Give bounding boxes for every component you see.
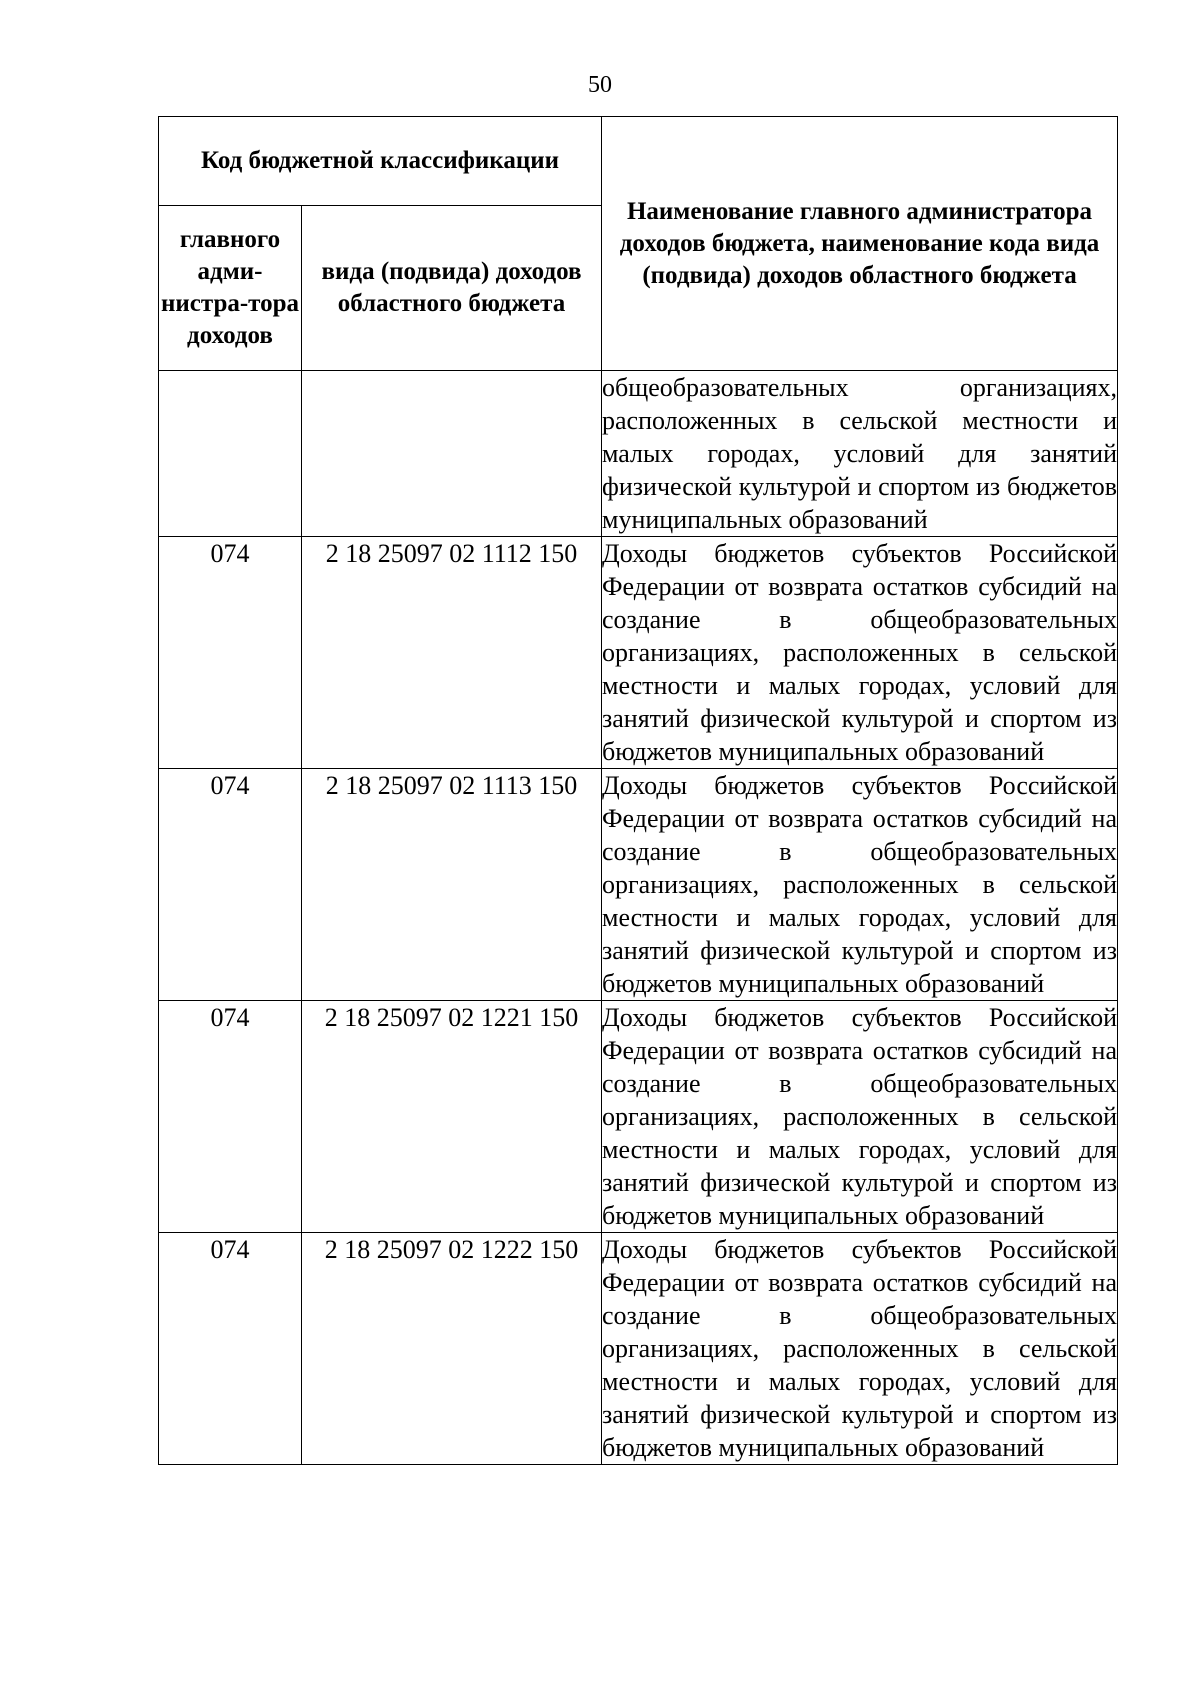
admin-code-cell [159,371,302,537]
admin-code-cell: 074 [159,769,302,1001]
table-header-row [159,117,1118,206]
table-row [159,1233,1118,1465]
header-budget-classification-code: Код бюджетной классификации [159,117,602,206]
page-number: 50 [588,72,612,98]
table-row [159,537,1118,769]
admin-code-cell: 074 [159,537,302,769]
admin-code-cell: 074 [159,1001,302,1233]
table-row [159,371,1118,537]
income-code-cell: 2 18 25097 02 1113 150 [302,769,602,1001]
income-name-cell: Доходы бюджетов субъектов Российской Федерации от возврата остатков субсидий на создание в общеобразовательных организациях, расположенных в сельской местности и малых городах, условий для занятий физической культурой и спортом из бюджетов муниципальных образований [602,769,1118,1001]
table-row [159,1001,1118,1233]
income-name-cell: Доходы бюджетов субъектов Российской Федерации от возврата остатков субсидий на создание в общеобразовательных организациях, расположенных в сельской местности и малых городах, условий для занятий физической культурой и спортом из бюджетов муниципальных образований [602,1001,1118,1233]
income-name-cell: Доходы бюджетов субъектов Российской Федерации от возврата остатков субсидий на создание в общеобразовательных организациях, расположенных в сельской местности и малых городах, условий для занятий физической культурой и спортом из бюджетов муниципальных образований [602,1233,1118,1465]
header-chief-administrator: главного адми-нистра-тора доходов [159,206,302,371]
income-code-cell: 2 18 25097 02 1112 150 [302,537,602,769]
income-code-cell [302,371,602,537]
table-row [159,769,1118,1001]
income-code-cell: 2 18 25097 02 1222 150 [302,1233,602,1465]
income-code-cell: 2 18 25097 02 1221 150 [302,1001,602,1233]
header-income-type-code: вида (подвида) доходов областного бюджета [302,206,602,371]
admin-code-cell: 074 [159,1233,302,1465]
income-name-cell: Доходы бюджетов субъектов Российской Федерации от возврата остатков субсидий на создание в общеобразовательных организациях, расположенных в сельской местности и малых городах, условий для занятий физической культурой и спортом из бюджетов муниципальных образований [602,537,1118,769]
income-name-cell: общеобразовательных организациях, расположенных в сельской местности и малых городах, условий для занятий физической культурой и спортом из бюджетов муниципальных образований [602,371,1118,537]
header-administrator-name: Наименование главного администратора доходов бюджета, наименование кода вида (подвида) доходов областного бюджета [602,117,1118,371]
budget-classification-table [158,116,1118,1465]
